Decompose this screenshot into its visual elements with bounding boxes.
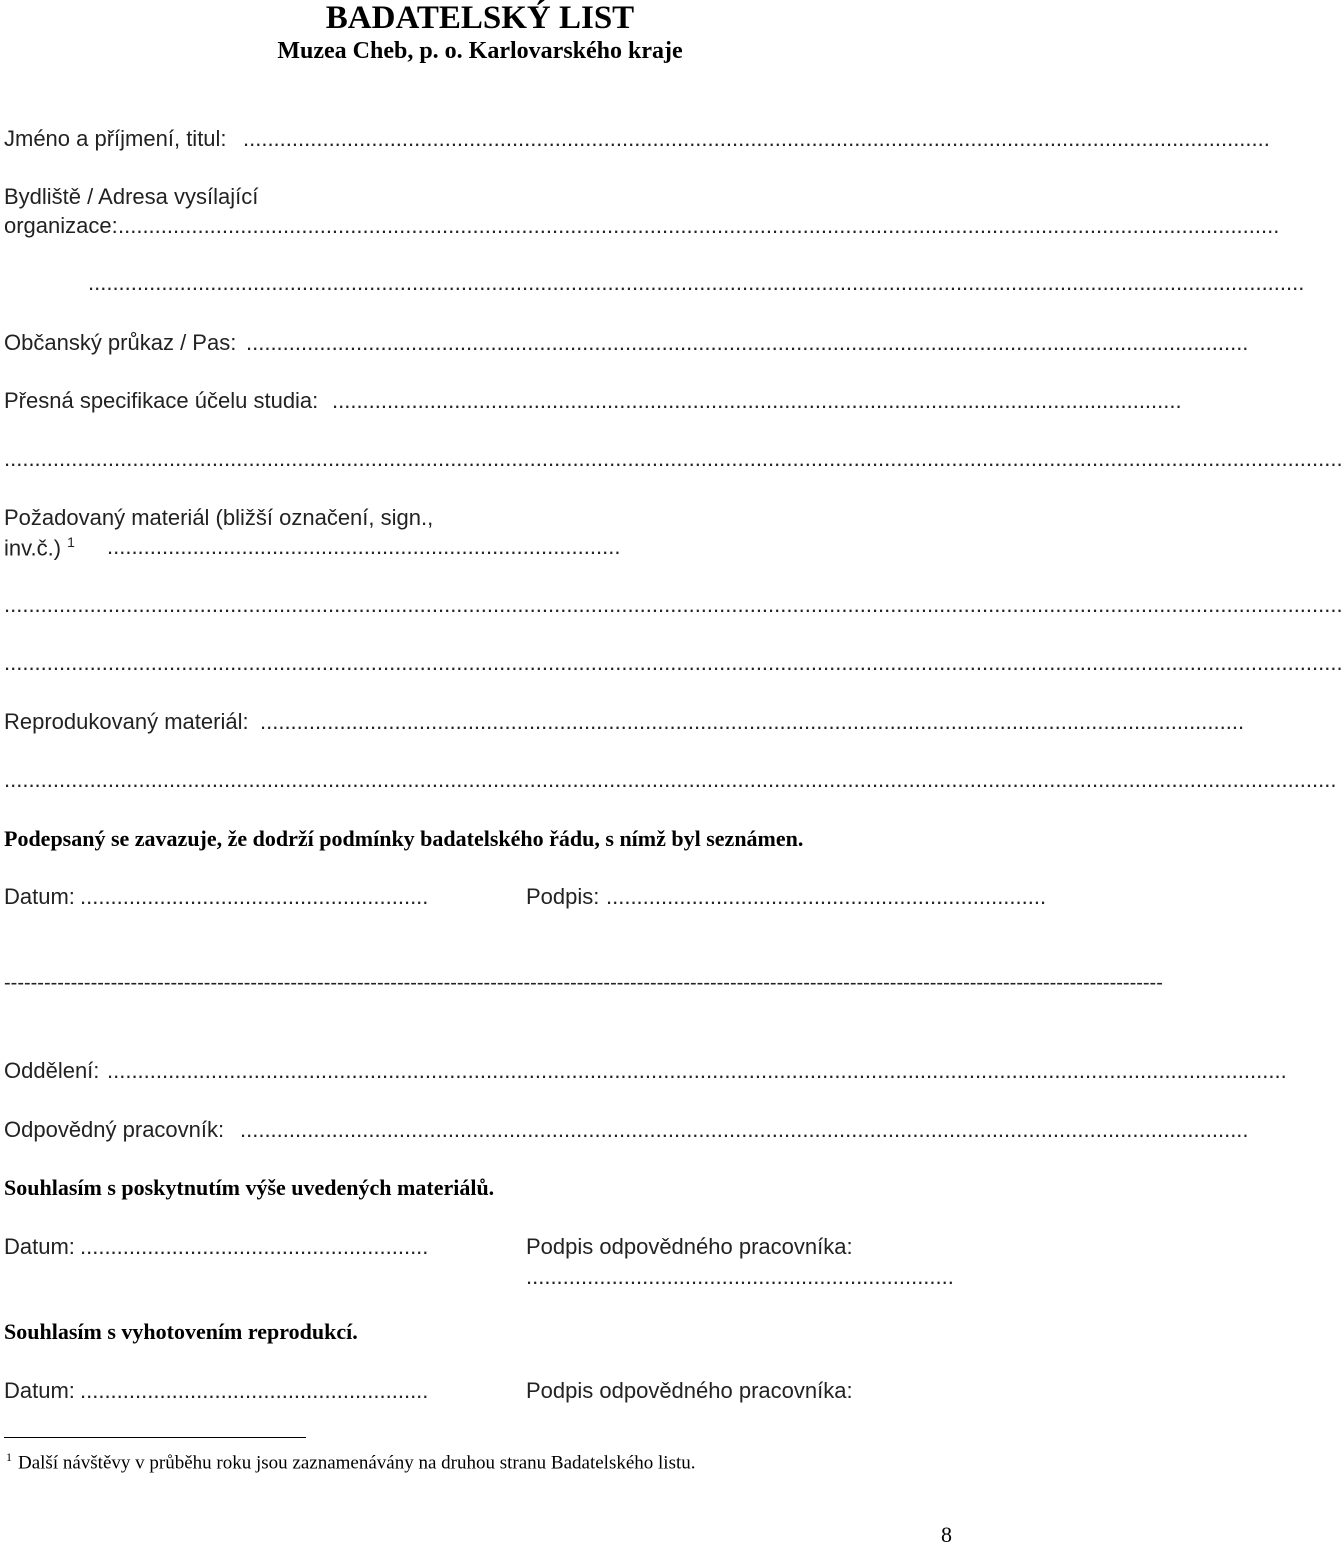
department-fill-line[interactable]: ................................................................................................................................................................................................. bbox=[107, 1058, 1287, 1083]
staff-signature-fill-1[interactable]: ...................................................................... bbox=[526, 1264, 954, 1289]
purpose-label: Přesná specifikace účelu studia: bbox=[4, 388, 319, 413]
document-title: BADATELSKÝ LIST bbox=[325, 0, 635, 36]
material-fill-line-2[interactable]: ........................................................................................................................................................................................................................... bbox=[4, 592, 1343, 617]
staff-signature-label-2: Podpis odpovědného pracovníka: bbox=[526, 1378, 853, 1403]
staff-date-fill-2[interactable]: ......................................................... bbox=[80, 1378, 429, 1403]
id-label: Občanský průkaz / Pas: bbox=[4, 330, 237, 355]
consent-reproductions-text: Souhlasím s vyhotovením reprodukcí. bbox=[4, 1319, 358, 1344]
footnote bbox=[6, 1450, 696, 1474]
footnote-number: 1 bbox=[6, 1450, 12, 1464]
department-label: Oddělení: bbox=[4, 1058, 100, 1083]
applicant-date-fill[interactable]: ......................................................... bbox=[80, 884, 429, 909]
reproduced-label: Reprodukovaný materiál: bbox=[4, 709, 249, 734]
material-fill-line-3[interactable]: ........................................................................................................................................................................................................................... bbox=[4, 650, 1343, 675]
applicant-signature-label: Podpis: bbox=[526, 884, 600, 909]
footnote-rule bbox=[4, 1437, 306, 1438]
applicant-date-label: Datum: bbox=[4, 884, 75, 909]
material-label-text: inv.č.) bbox=[4, 535, 62, 561]
address-label-cont: organizace: bbox=[4, 213, 118, 238]
address-fill-line-2[interactable]: ....................................................................................................................................................................................................... bbox=[88, 270, 1305, 295]
staff-date-fill-1[interactable]: ......................................................... bbox=[80, 1234, 429, 1259]
purpose-fill-line-1[interactable]: ........................................................................................................................................... bbox=[332, 388, 1182, 413]
footnote-text: Další návštěvy v průběhu roku jsou zaznamenávány na druhou stranu Badatelského listu. bbox=[18, 1452, 696, 1474]
staff-date-label-2: Datum: bbox=[4, 1378, 75, 1403]
name-fill-line[interactable]: ........................................................................................................................................................................ bbox=[243, 126, 1270, 151]
address-fill-line-1[interactable]: .............................................................................................................................................................................................. bbox=[118, 213, 1280, 238]
applicant-signature-fill[interactable]: ........................................................................ bbox=[606, 884, 1047, 909]
purpose-fill-line-2[interactable]: ........................................................................................................................................................................................................................... bbox=[4, 446, 1343, 471]
material-label: Požadovaný materiál (bližší označení, sign., bbox=[4, 505, 434, 530]
responsible-fill-line[interactable]: ..................................................................................................................................................................... bbox=[240, 1117, 1249, 1142]
staff-signature-label-1: Podpis odpovědného pracovníka: bbox=[526, 1234, 853, 1259]
staff-date-label-1: Datum: bbox=[4, 1234, 75, 1259]
material-fill-line-1[interactable]: .................................................................................... bbox=[107, 534, 621, 559]
reproduced-fill-line-1[interactable]: ................................................................................................................................................................. bbox=[260, 709, 1245, 734]
responsible-label: Odpovědný pracovník: bbox=[4, 1117, 225, 1142]
reproduced-fill-line-2[interactable]: .......................................................................................................................................................................................................................... bbox=[4, 767, 1337, 792]
name-field-row bbox=[4, 126, 227, 152]
consent-materials-text: Souhlasím s poskytnutím výše uvedených materiálů. bbox=[4, 1175, 495, 1200]
section-separator: ------------------------------------------------------------------------------------------------------------------------------------------------------------------------------ bbox=[4, 972, 1163, 994]
page-number: 8 bbox=[941, 1522, 952, 1547]
declaration-text: Podepsaný se zavazuje, že dodrží podmínky badatelského řádu, s nímž byl seznámen. bbox=[4, 826, 804, 851]
address-label: Bydliště / Adresa vysílající bbox=[4, 184, 259, 209]
material-label-cont bbox=[4, 534, 75, 561]
name-label: Jméno a příjmení, titul: bbox=[4, 126, 227, 151]
id-fill-line[interactable]: .................................................................................................................................................................... bbox=[246, 330, 1249, 355]
footnote-reference: 1 bbox=[67, 534, 75, 550]
document-subtitle: Muzea Cheb, p. o. Karlovarského kraje bbox=[277, 38, 683, 64]
